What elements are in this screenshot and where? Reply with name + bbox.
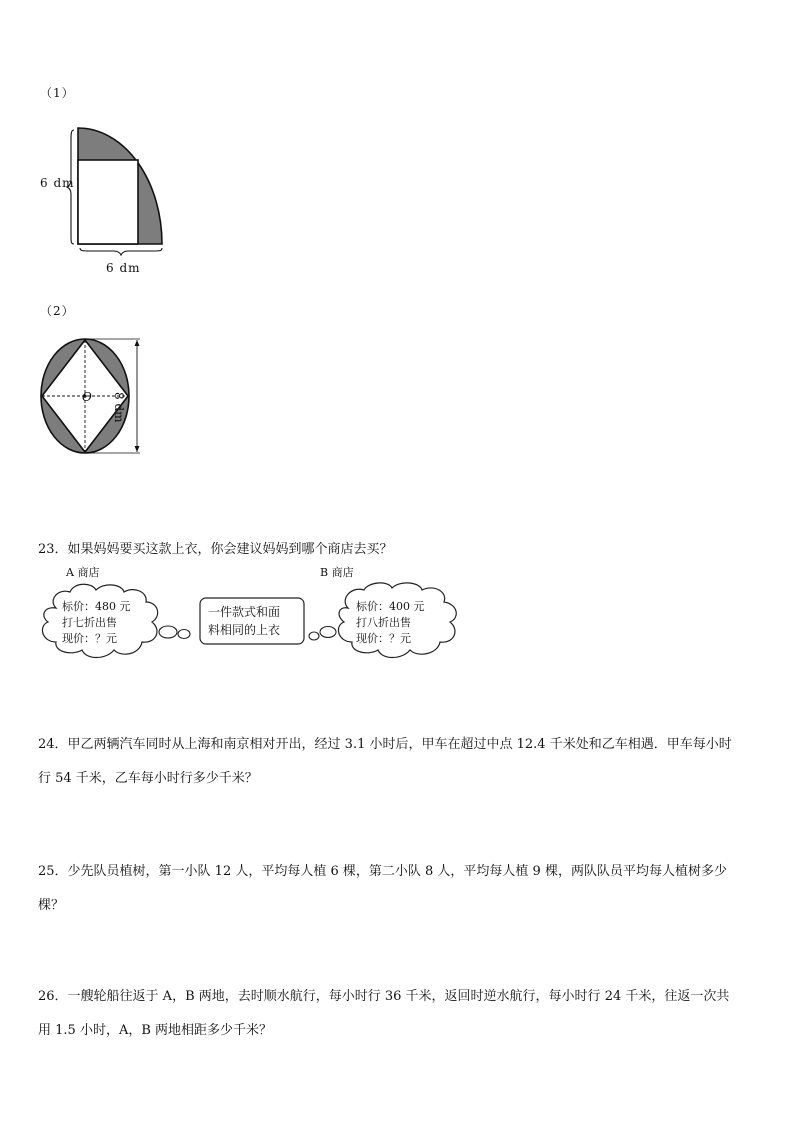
dim-right-label: 8 dm [112,392,126,423]
middle-text [208,603,280,639]
middle-line-1: 一件款式和面 [208,605,281,619]
shop-a-discount: 打七折出售 [62,616,117,629]
shop-b-now-price: 现价：？元 [356,632,411,645]
question-24: 24．甲乙两辆汽车同时从上海和南京相对开出，经过 3.1 小时后，甲车在超过中点 12.4 千米处和乙车相遇．甲车每小时行 54 千米，乙车每小时行多少千米？ [38,737,732,786]
middle-line-2: 料相同的上衣 [208,623,281,637]
shop-b-price: 标价：400 元 [356,600,425,613]
figure-2-label: （2） [40,304,75,318]
quarter-circle-figure [30,118,190,283]
shop-a-now-price: 现价：？元 [62,632,117,645]
shop-b-name: B 商店 [320,566,354,579]
center-label: O [82,390,92,404]
dim-left-label: 6 dm [40,176,75,190]
inner-rectangle [78,160,138,244]
circle-square-figure [36,330,156,455]
dim-bottom-label: 6 dm [106,261,141,275]
question-26: 26．一艘轮船往返于 A，B 两地，去时顺水航行，每小时行 36 千米，返回时逆水航行，每小时行 24 千米，往返一次共用 1.5 小时，A，B 两地相距多少千米？ [38,989,730,1038]
figure-1-label: （1） [40,86,75,100]
shop-b-discount: 打八折出售 [356,616,411,629]
question-25: 25．少先队员植树，第一小队 12 人，平均每人植 6 棵，第二小队 8 人，平均每人植 9 棵，两队队员平均每人植树多少棵？ [38,864,727,913]
shop-a-name: A 商店 [66,566,100,579]
shop-b-details [356,599,425,647]
question-23: 23．如果妈妈要买这款上衣，你会建议妈妈到哪个商店去买？ [38,542,393,557]
shop-a-details [62,599,131,647]
shop-a-price: 标价：480 元 [62,600,131,613]
